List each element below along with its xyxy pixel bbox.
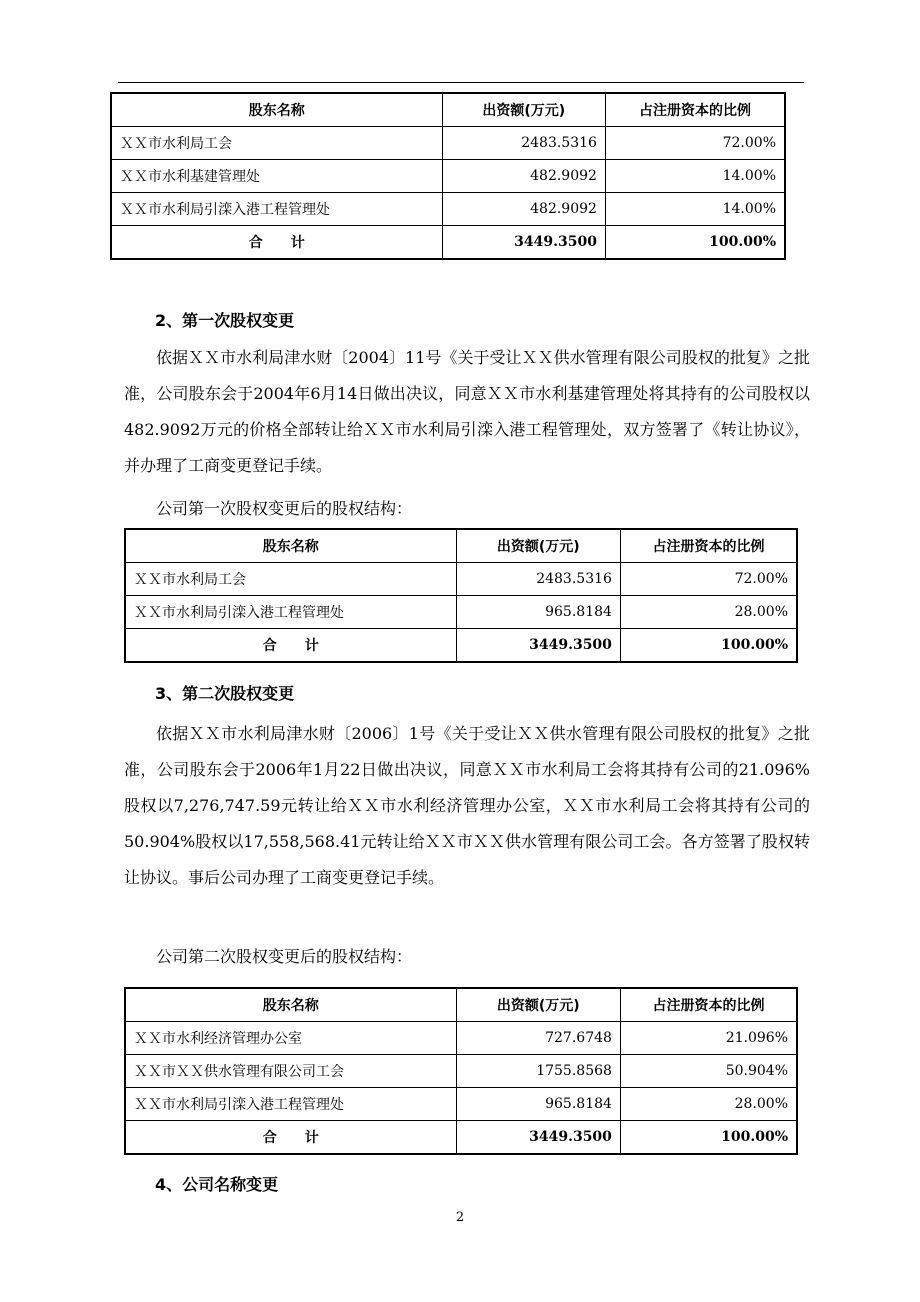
table-header-row: [111, 93, 785, 127]
shareholder-name: ＸＸ市水利局工会: [125, 563, 456, 596]
table-total-row: [125, 629, 797, 663]
section-heading-second-change: 3、第二次股权变更: [155, 684, 295, 703]
shareholder-amount: 2483.5316: [442, 127, 605, 160]
col-header-amount: 出资额(万元): [456, 529, 620, 563]
table-row: [125, 1055, 797, 1088]
table-row: [125, 563, 797, 596]
shareholder-name: ＸＸ市水利局工会: [111, 127, 442, 160]
section-heading-first-change: 2、第一次股权变更: [155, 311, 295, 330]
page-number: 2: [455, 1210, 465, 1225]
table-row: [125, 596, 797, 629]
col-header-name: 股东名称: [125, 988, 456, 1022]
shareholder-name: ＸＸ市水利经济管理办公室: [125, 1022, 456, 1055]
shareholder-name: ＸＸ市水利基建管理处: [111, 160, 442, 193]
table-row: [125, 1022, 797, 1055]
col-header-name: 股东名称: [125, 529, 456, 563]
col-header-ratio: 占注册资本的比例: [605, 93, 785, 127]
col-header-amount: 出资额(万元): [442, 93, 605, 127]
shareholder-amount: 965.8184: [456, 1088, 620, 1121]
paragraph-first-change: 依据ＸＸ市水利局津水财〔2004〕11号《关于受让ＸＸ供水管理有限公司股权的批复》之批准，公司股东会于2004年6月14日做出决议，同意ＸＸ市水利基建管理处将其持有的公司股权以482.9092万元的价格全部转让给ＸＸ市水利局引滦入港工程管理处，双方签署了《转让协议》，并办理了工商变更登记手续。: [124, 348, 810, 475]
shareholder-name: ＸＸ市水利局引滦入港工程管理处: [125, 596, 456, 629]
col-header-amount: 出资额(万元): [456, 988, 620, 1022]
shareholder-amount: 482.9092: [442, 160, 605, 193]
total-label: 合 计: [125, 1121, 456, 1155]
shareholder-table-initial: [110, 92, 786, 260]
total-label: 合 计: [111, 226, 442, 260]
shareholder-amount: 482.9092: [442, 193, 605, 226]
table-row: [125, 1088, 797, 1121]
shareholder-ratio: 28.00%: [620, 596, 797, 629]
shareholder-table-after-second-change: [124, 987, 798, 1155]
total-amount: 3449.3500: [442, 226, 605, 260]
table-row: [111, 127, 785, 160]
paragraph-second-change: 依据ＸＸ市水利局津水财〔2006〕1号《关于受让ＸＸ供水管理有限公司股权的批复》之批准，公司股东会于2006年1月22日做出决议，同意ＸＸ市水利局工会将其持有公司的21.096%股权以7,276,747.59元转让给ＸＸ市水利经济管理办公室，ＸＸ市水利局工会将其持有公司的50.904%股权以17,558,568.41元转让给ＸＸ市ＸＸ供水管理有限公司工会。各方签署了股权转让协议。事后公司办理了工商变更登记手续。: [124, 724, 810, 887]
header-rule: [118, 82, 804, 83]
total-ratio: 100.00%: [620, 1121, 797, 1155]
shareholder-amount: 2483.5316: [456, 563, 620, 596]
shareholder-table-after-first-change: [124, 528, 798, 663]
table-row: [111, 160, 785, 193]
table-total-row: [111, 226, 785, 260]
shareholder-ratio: 50.904%: [620, 1055, 797, 1088]
col-header-name: 股东名称: [111, 93, 442, 127]
total-ratio: 100.00%: [605, 226, 785, 260]
shareholder-amount: 727.6748: [456, 1022, 620, 1055]
caption-first-structure: 公司第一次股权变更后的股权结构：: [156, 499, 413, 518]
shareholder-name: ＸＸ市ＸＸ供水管理有限公司工会: [125, 1055, 456, 1088]
total-amount: 3449.3500: [456, 1121, 620, 1155]
total-ratio: 100.00%: [620, 629, 797, 663]
table-header-row: [125, 529, 797, 563]
shareholder-ratio: 72.00%: [620, 563, 797, 596]
table-header-row: [125, 988, 797, 1022]
col-header-ratio: 占注册资本的比例: [620, 529, 797, 563]
shareholder-ratio: 72.00%: [605, 127, 785, 160]
shareholder-name: ＸＸ市水利局引滦入港工程管理处: [125, 1088, 456, 1121]
table-total-row: [125, 1121, 797, 1155]
table-row: [111, 193, 785, 226]
shareholder-amount: 1755.8568: [456, 1055, 620, 1088]
shareholder-ratio: 14.00%: [605, 193, 785, 226]
col-header-ratio: 占注册资本的比例: [620, 988, 797, 1022]
section-heading-name-change: 4、公司名称变更: [155, 1175, 279, 1194]
total-amount: 3449.3500: [456, 629, 620, 663]
total-label: 合 计: [125, 629, 456, 663]
shareholder-ratio: 14.00%: [605, 160, 785, 193]
shareholder-ratio: 28.00%: [620, 1088, 797, 1121]
shareholder-ratio: 21.096%: [620, 1022, 797, 1055]
caption-second-structure: 公司第二次股权变更后的股权结构：: [156, 947, 413, 966]
shareholder-amount: 965.8184: [456, 596, 620, 629]
shareholder-name: ＸＸ市水利局引滦入港工程管理处: [111, 193, 442, 226]
